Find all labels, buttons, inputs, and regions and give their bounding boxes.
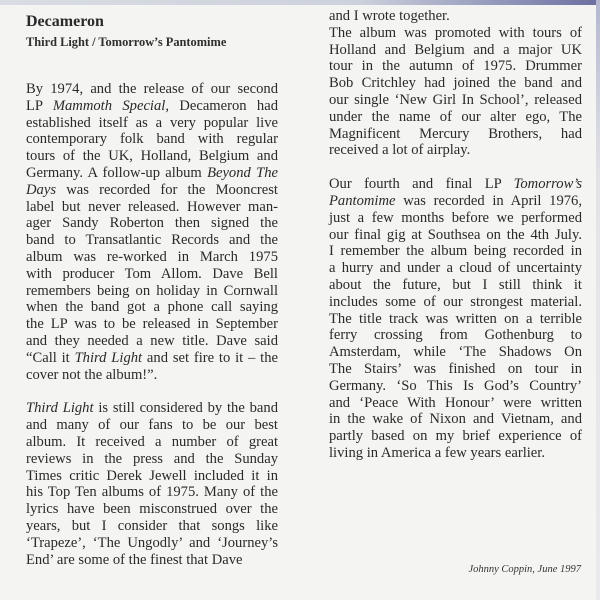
italic-title: Mammoth Special, [52,97,169,114]
text-line: his Top Ten albums of 1975. Many of the [26,484,278,501]
text-line: tour in the autumn of 1975. Drummer [329,58,582,75]
italic-title: Beyond The [207,164,278,181]
text-line: and they needed a new title. Dave said [26,332,278,349]
text-line: our single ‘New Girl In School’, released [329,91,582,108]
text-line: band to Transatlantic Records and the [26,232,278,249]
text-line: ‘Trapeze’, ‘The Ungodly’ and ‘Journey’s [26,534,278,551]
text-line: and ‘Peace With Honour’ were written [329,394,582,411]
paragraph [329,25,582,159]
text-line: Amsterdam, while ‘The Shadows On [329,344,582,361]
text-line: with producer Tom Allom. Dave Bell [26,265,278,282]
text-line: Days was recorded for the Mooncrest [26,181,278,198]
text-line: reviews in the press and the Sunday [26,450,278,467]
text-line: the LP was to be released in September [26,316,278,333]
paragraph-gap [329,159,582,176]
author-signature: Johnny Coppin, June 1997 [468,564,581,575]
text-line: ager Sandy Roberton then signed the [26,215,278,232]
italic-title: Third Light [26,400,94,417]
text-line: and I wrote together. [329,8,450,24]
right-column [329,8,582,462]
page-subtitle: Third Light / Tomorrow’s Pantomime [26,35,227,49]
italic-title: Pantomime [329,192,396,209]
paragraph [329,8,582,25]
text-line: Holland and Belgium and a major UK [329,41,582,58]
text-line: and many of our fans to be our best [26,417,278,434]
text-line: Magnificent Mercury Brothers, had [329,125,582,142]
text-line: By 1974, and the release of our second [26,81,278,97]
text-line: LP Mammoth Special, Decameron had [26,97,279,114]
text-line: Germany. A follow-up album Beyond The [26,164,278,181]
text-line: received a lot of airplay. [329,142,471,159]
text-line: partly based on my brief experience of [329,428,582,445]
text-line: I remember the album being recorded in [329,243,582,260]
text-line: Bob Critchley had joined the band and [329,75,582,92]
text-line: just a few months before we performed [329,209,582,226]
text-line: album was re-worked in March 1975 [26,248,278,265]
scan-top-edge [0,0,600,5]
text-line: years, but I consider that songs like [26,517,278,534]
italic-title: Third Light [74,349,143,366]
text-line: remembers being on holiday in Cornwall [26,282,278,299]
text-line: tours of the UK, Holland, Belgium and [26,148,278,165]
text-line: under the name of our alter ego, The [329,108,582,125]
text-line: label but never released. However man- [26,198,278,215]
italic-title: Tomorrow’s [513,176,582,193]
text-line: a hurry and under a cloud of uncertainty [329,260,582,277]
text-line: album. It received a number of great [26,433,278,450]
text-line: Germany. ‘So This Is God’s Country’ [329,377,582,394]
page-title: Decameron [26,13,104,30]
paragraph-gap [26,383,278,400]
text-line: living in America a few years earlier. [329,444,545,461]
text-line: Times critic Derek Jewell included it in [26,467,278,484]
paragraph [329,176,582,462]
italic-title: Days [26,181,56,198]
text-line: includes some of our strongest material. [329,293,582,310]
paragraph [26,81,278,383]
text-line: when the band got a phone call saying [26,299,278,316]
text-line: our final gig at Southsea on the 4th July. [329,226,582,243]
text-line: cover not the album!”. [26,366,158,383]
text-line: Third Light is still considered by the band [26,400,278,417]
text-line: Our fourth and final LP Tomorrow’s [329,176,582,193]
text-line: ferry crossing from Gothenburg to [329,327,582,344]
text-line: about the future, but I still think it [329,276,582,293]
text-line: End’ are some of the finest that Dave [26,551,243,568]
text-line: established itself as a very popular live [26,114,278,131]
text-line: Pantomime was recorded in April 1976, [329,192,582,209]
text-line: “Call it Third Light and set fire to it – the [26,349,278,366]
text-line: The title track was written on a terrible [329,310,582,327]
left-column [26,81,278,568]
scan-right-edge [596,0,600,600]
text-line: in the wake of Nixon and Vietnam, and [329,411,582,428]
text-line: The Stairs’ was finished on tour in [329,360,582,377]
paragraph [26,400,278,568]
text-line: The album was promoted with tours of [329,24,582,41]
text-line: lyrics have been misconstrued over the [26,501,278,518]
text-line: contemporary folk band with regular [26,131,278,148]
